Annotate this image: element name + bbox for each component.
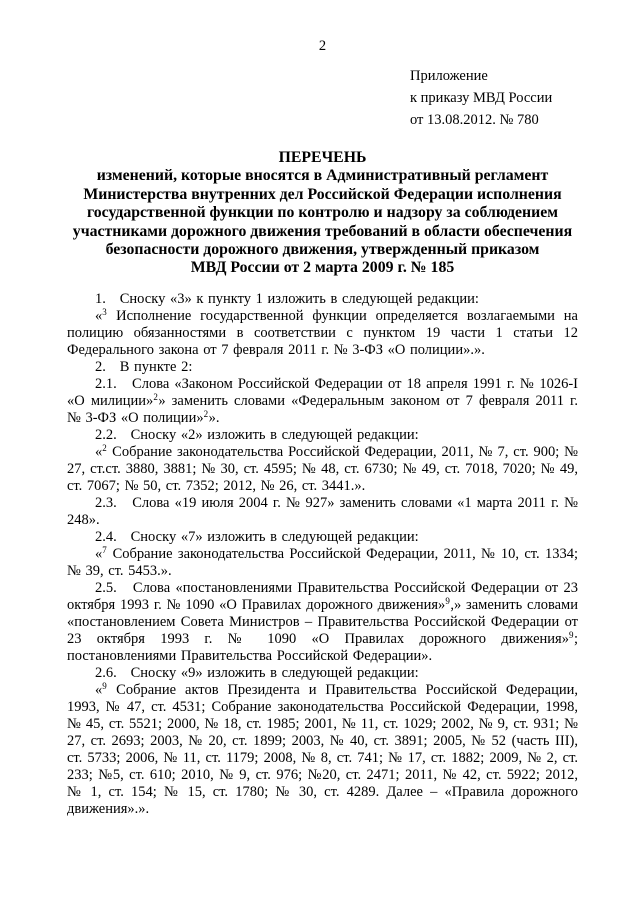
paragraph-item-2-4-footnote: «$^7$ Собрание законодательства Российской Федерации, 2011, № 10, ст. 1334; № 39, ст. 5453.». xyxy=(67,544,578,579)
title-line: Министерства внутренних дел Российской Федерации исполнения xyxy=(83,185,562,203)
title-line: государственной функции по контролю и надзору за соблюдением xyxy=(86,204,558,222)
title-line: ПЕРЕЧЕНЬ xyxy=(278,149,367,166)
title-line: безопасности дорожного движения, утвержденный приказом xyxy=(105,241,540,259)
title-line: МВД России от 2 марта 2009 г. № 185 xyxy=(190,259,455,277)
paragraph-item-2: 2. В пункте 2: xyxy=(95,358,193,375)
title-line: изменений, которые вносятся в Административный регламент xyxy=(96,167,549,185)
appendix-line: Приложение xyxy=(410,68,488,84)
paragraph-item-2-6: 2.6. Сноску «9» изложить в следующей редакции: xyxy=(95,664,419,681)
appendix-block xyxy=(410,65,578,131)
paragraph-item-2-2: 2.2. Сноску «2» изложить в следующей редакции: xyxy=(95,426,419,443)
paragraph-item-1-footnote: «$^3$ Исполнение государственной функции определяется возлагаемыми на полицию обязанностями в соответствии с пунктом 19 части 1 статьи 12 Федерального закона от 7 февраля 2011 г. № 3-ФЗ «О полиции».». xyxy=(67,306,578,358)
title-line: участниками дорожного движения требований в области обеспечения xyxy=(72,222,573,240)
paragraph-item-2-4: 2.4. Сноску «7» изложить в следующей редакции: xyxy=(95,528,419,545)
appendix-line: к приказу МВД России xyxy=(410,90,553,106)
page-number: 2 xyxy=(318,38,327,54)
paragraph-item-2-2-footnote: «$^2$ Собрание законодательства Российской Федерации, 2011, № 7, ст. 900; № 27, ст.ст. 3880, 3881; № 30, ст. 4595; № 48, ст. 6730; № 49, ст. 7018, 7020; № 49, ст. 7067; № 50, ст. 7352; 2012, № 26, ст. 3441.». xyxy=(67,442,578,494)
paragraph-item-2-6-footnote: «$^9$ Собрание актов Президента и Правительства Российской Федерации, 1993, № 47, ст. 4531; Собрание законодательства Российской Федерации, 1998, № 45, ст. 5521; 2000, № 18, ст. 1985; 2001, № 11, ст. 1029; 2002, № 9, ст. 931; № 27, ст. 2693; 2003, № 20, ст. 1899; 2003, № 40, ст. 3891; 2005, № 52 (часть III), ст. 5733; 2006, № 11, ст. 1179; 2008, № 8, ст. 741; № 17, ст. 1882; 2009, № 2, ст. 233; №5, ст. 610; 2010, № 9, ст. 976; №20, ст. 2471; 2011, № 42, ст. 5922; 2012, № 1, ст. 154; № 15, ст. 1780; № 30, ст. 4289. Далее – «Правила дорожного движения».». xyxy=(67,680,578,817)
document-body xyxy=(67,291,578,818)
document-title xyxy=(67,149,578,278)
paragraph-item-2-1: 2.1. Слова «Законом Российской Федерации от 18 апреля 1991 г. № 1026-I «О милиции»$^2$» заменить словами «Федеральным законом от 7 февраля 2011 г. № 3-ФЗ «О полиции»$^2$». xyxy=(67,375,578,426)
appendix-line: от 13.08.2012. № 780 xyxy=(410,112,539,128)
paragraph-item-2-5: 2.5. Слова «постановлениями Правительства Российской Федерации от 23 октября 1993 г. № 1090 «О Правилах дорожного движения»$^9$,» заменить словами «постановлением Совета Министров – Правительства Российской Федерации от 23 октября 1993 г. № 1090 «О Правилах дорожного движения»$^9$; постановлениями Правительства Российской Федерации». xyxy=(67,579,578,664)
paragraph-item-1: 1. Сноску «3» к пункту 1 изложить в следующей редакции: xyxy=(95,290,479,307)
paragraph-item-2-3: 2.3. Слова «19 июля 2004 г. № 927» заменить словами «1 марта 2011 г. № 248». xyxy=(67,494,578,528)
